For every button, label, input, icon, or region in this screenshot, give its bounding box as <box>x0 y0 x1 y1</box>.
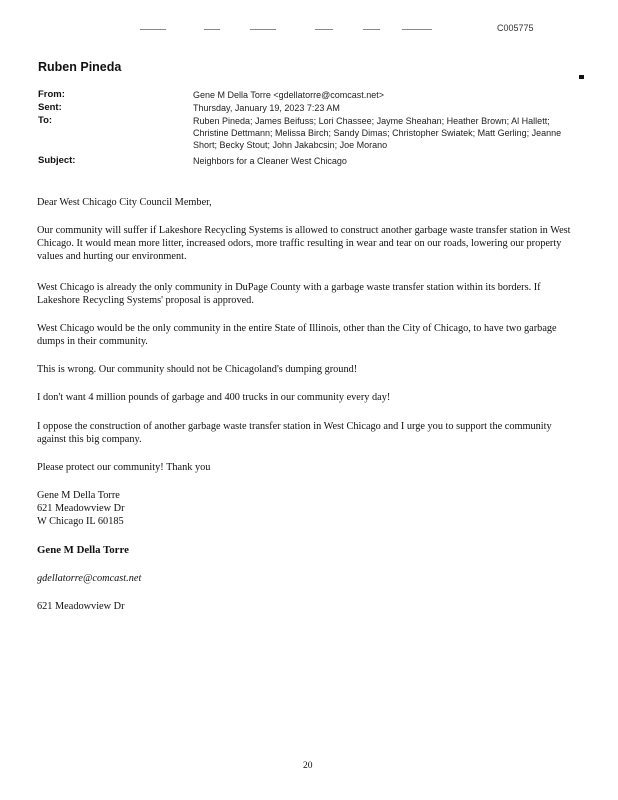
body-paragraph: I don't want 4 million pounds of garbage and 400 trucks in our community every day! <box>37 392 391 403</box>
signature-name: Gene M Della Torre <box>37 544 129 556</box>
to-label: To: <box>38 115 53 126</box>
page-number: 20 <box>303 761 313 771</box>
header-scan-marks <box>140 29 440 35</box>
sent-value: Thursday, January 19, 2023 7:23 AM <box>193 103 340 113</box>
body-paragraph: West Chicago is already the only community in DuPage County with a garbage waste transfer station within its borders. If Lakeshore Recycling Systems' proposal is approved. <box>37 282 541 306</box>
from-label: From: <box>38 89 65 100</box>
body-paragraph: West Chicago would be the only community in the entire State of Illinois, other than the City of Chicago, to have two garbage dumps in their community. <box>37 323 557 347</box>
sender-name-line: Gene M Della Torre <box>37 490 120 501</box>
body-paragraph: This is wrong. Our community should not be Chicagoland's dumping ground! <box>37 364 358 375</box>
body-paragraph: Please protect our community! Thank you <box>37 462 211 473</box>
from-value: Gene M Della Torre <gdellatorre@comcast.net> <box>193 90 385 100</box>
signature-email: gdellatorre@comcast.net <box>37 573 142 584</box>
subject-label: Subject: <box>38 155 76 166</box>
signature-address: 621 Meadowview Dr <box>37 601 125 612</box>
mailbox-owner-name: Ruben Pineda <box>38 60 122 74</box>
salutation: Dear West Chicago City Council Member, <box>37 197 212 208</box>
to-value: Ruben Pineda; James Beifuss; Lori Chassee; Jayme Sheahan; Heather Brown; Al Hallett; Christine Dettmann; Melissa Birch; Sandy Dimas; Christopher Swiatek; Matt Gerling; Jeanne Short; Becky Stout; John Jakabcsin; Joe Morano <box>193 116 562 150</box>
sent-label: Sent: <box>38 102 62 113</box>
body-paragraph: I oppose the construction of another garbage waste transfer station in West Chicago and I urge you to support the community against this big company. <box>37 421 552 445</box>
bates-number: C005775 <box>497 23 534 33</box>
sender-city-line: W Chicago IL 60185 <box>37 516 124 527</box>
scan-mark <box>579 75 584 79</box>
subject-value: Neighbors for a Cleaner West Chicago <box>193 156 347 166</box>
body-paragraph: Our community will suffer if Lakeshore Recycling Systems is allowed to construct another garbage waste transfer station in West Chicago. It would mean more litter, increased odors, more traffic resulting in wear and tear on our roads, lowering our property values and hurting our environment. <box>37 225 571 262</box>
sender-street-line: 621 Meadowview Dr <box>37 503 125 514</box>
